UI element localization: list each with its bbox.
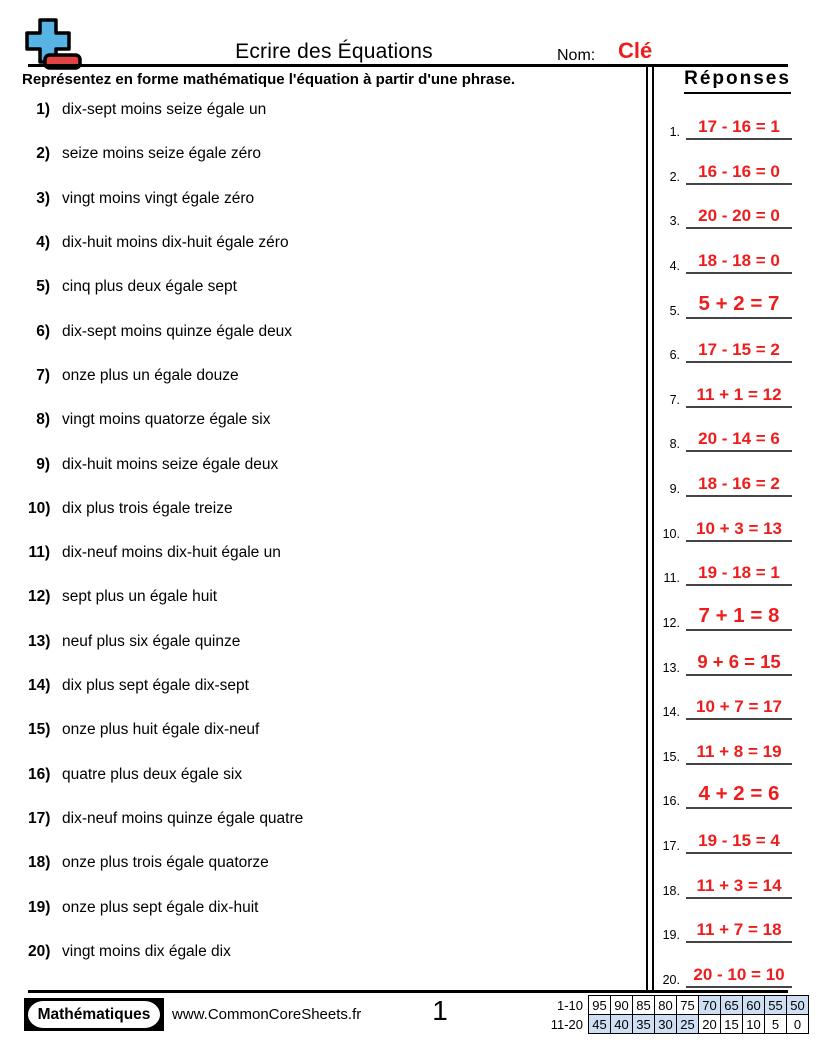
problem-number: 16): [28, 765, 51, 783]
grade-cell: 0: [787, 1015, 809, 1034]
answer-equation: 10 + 3 = 13: [695, 518, 783, 538]
problem-row: [28, 676, 628, 696]
problem-row: [28, 942, 628, 962]
answer-row: [652, 246, 794, 274]
problem-row: [28, 853, 628, 873]
brand-badge: [24, 998, 164, 1031]
answer-blank-line: [686, 763, 792, 765]
problem-text: vingt moins quatorze égale six: [62, 411, 271, 429]
answer-number: 12.: [662, 615, 680, 630]
problem-number: 14): [28, 677, 51, 695]
answer-equation: 16 - 16 = 0: [698, 161, 780, 181]
answer-number: 2.: [669, 169, 680, 184]
problem-row: [28, 144, 628, 164]
answer-row: [652, 157, 794, 185]
grade-cell: 45: [589, 1015, 611, 1034]
answer-blank-line: [686, 138, 792, 140]
problem-row: [28, 809, 628, 829]
answer-row: [652, 603, 794, 631]
grading-row-1-10: [535, 996, 809, 1015]
problem-text: dix plus trois égale treize: [62, 499, 233, 517]
answer-blank-line: [686, 406, 792, 408]
answer-number: 10.: [662, 526, 680, 541]
grade-cell: 5: [765, 1015, 787, 1034]
problem-number: 11): [28, 544, 50, 562]
grade-cell: 95: [589, 996, 611, 1015]
answer-number: 7.: [669, 392, 680, 407]
problem-text: sept plus un égale huit: [62, 588, 218, 606]
answer-number: 19.: [662, 928, 680, 943]
problem-row: [28, 410, 628, 430]
problem-row: [28, 322, 628, 342]
footer-rule: [28, 990, 788, 993]
answer-row: [652, 424, 794, 452]
problem-number: 17): [28, 810, 51, 827]
problems-list: [28, 100, 628, 962]
problem-number: 6): [36, 322, 50, 340]
grade-cell: 35: [633, 1015, 655, 1034]
answer-blank-line: [686, 317, 792, 319]
problem-number: 9): [36, 455, 50, 473]
problem-text: dix plus sept égale dix-sept: [62, 677, 249, 695]
answer-equation: 19 - 15 = 4: [698, 831, 780, 850]
answer-blank-line: [686, 674, 792, 676]
answer-blank-line: [686, 450, 792, 452]
answer-number: 14.: [662, 705, 680, 720]
answer-equation: 9 + 6 = 15: [697, 650, 781, 672]
answer-equation: 11 + 7 = 18: [696, 920, 782, 940]
problem-text: dix-neuf moins dix-huit égale un: [62, 544, 281, 562]
answer-number: 17.: [662, 839, 680, 853]
problem-row: [28, 366, 628, 386]
problem-text: dix-neuf moins quinze égale quatre: [62, 810, 304, 827]
answer-blank-line: [686, 941, 792, 943]
answer-number: 1.: [669, 125, 680, 139]
problem-number: 15): [28, 721, 51, 739]
problem-text: vingt moins dix égale dix: [62, 942, 231, 960]
answer-row: [652, 648, 794, 676]
answer-blank-line: [686, 495, 792, 497]
grade-cell: 40: [611, 1015, 633, 1034]
brand-label: Mathématiques: [37, 1005, 151, 1023]
problem-row: [28, 765, 628, 785]
problem-row: [28, 587, 628, 607]
answer-blank-line: [686, 897, 792, 899]
answer-blank-line: [686, 227, 792, 229]
answer-equation: 4 + 2 = 6: [698, 782, 780, 806]
answer-blank-line: [686, 361, 792, 363]
grade-cell: 85: [633, 996, 655, 1015]
problem-row: [28, 189, 628, 209]
answer-row: [652, 960, 794, 988]
problem-number: 1): [36, 101, 50, 118]
instruction-text: Représentez en forme mathématique l'équation à partir d'une phrase.: [22, 71, 516, 88]
problem-number: 12): [28, 588, 51, 606]
grading-row-11-20: [535, 1015, 809, 1034]
problem-text: dix-sept moins seize égale un: [62, 101, 267, 118]
grade-cell: 60: [743, 996, 765, 1015]
answer-equation: 20 - 20 = 0: [698, 206, 780, 226]
problem-text: onze plus huit égale dix-neuf: [62, 721, 260, 739]
problem-text: vingt moins vingt égale zéro: [62, 189, 255, 207]
problem-text: neuf plus six égale quinze: [62, 632, 241, 650]
answer-row: [652, 380, 794, 408]
answer-equation: 18 - 18 = 0: [698, 250, 780, 270]
problem-number: 2): [36, 145, 50, 163]
grade-cell: 20: [699, 1015, 721, 1034]
problem-text: onze plus un égale douze: [62, 366, 239, 384]
answer-blank-line: [686, 986, 792, 988]
page-title: Ecrire des Équations: [235, 40, 433, 63]
answers-header: Réponses: [680, 68, 795, 94]
problem-number: 3): [36, 189, 50, 207]
problem-row: [28, 898, 628, 918]
problem-number: 18): [28, 854, 51, 872]
answer-equation: 19 - 18 = 1: [698, 563, 780, 583]
problem-text: dix-huit moins seize égale deux: [62, 455, 279, 473]
problem-number: 20): [28, 942, 51, 960]
answer-blank-line: [686, 629, 792, 631]
answer-number: 16.: [662, 794, 680, 809]
answer-row: [652, 291, 794, 319]
answer-number: 11.: [663, 571, 680, 586]
problem-text: onze plus trois égale quatorze: [62, 854, 269, 872]
answer-equation: 20 - 14 = 6: [698, 429, 780, 449]
answer-equation: 5 + 2 = 7: [698, 291, 780, 315]
answer-equation: 17 - 16 = 1: [698, 117, 780, 136]
answer-row: [652, 514, 794, 542]
answer-number: 9.: [669, 482, 680, 496]
answer-number: 13.: [662, 660, 680, 675]
answer-equation: 11 + 3 = 14: [696, 875, 782, 895]
problem-text: cinq plus deux égale sept: [62, 278, 237, 296]
answer-equation: 20 - 10 = 10: [693, 964, 785, 984]
problem-number: 19): [28, 898, 51, 916]
grade-cell: 80: [655, 996, 677, 1015]
answer-number: 8.: [669, 437, 680, 452]
problem-number: 13): [28, 632, 51, 650]
problem-number: 5): [36, 278, 50, 296]
problem-row: [28, 720, 628, 740]
answer-row: [652, 112, 794, 140]
answer-equation: 7 + 1 = 8: [698, 603, 780, 627]
answer-equation: 11 + 8 = 19: [696, 741, 782, 761]
answer-number: 5.: [669, 303, 680, 318]
problem-row: [28, 632, 628, 652]
problem-number: 4): [36, 233, 50, 251]
answer-blank-line: [686, 718, 792, 720]
grade-cell: 50: [787, 996, 809, 1015]
problem-text: quatre plus deux égale six: [62, 765, 243, 783]
answer-number: 4.: [669, 258, 680, 273]
grading-row-label: 11-20: [550, 1016, 583, 1032]
answer-blank-line: [686, 852, 792, 854]
answer-blank-line: [686, 584, 792, 586]
answer-blank-line: [686, 272, 792, 274]
answer-row: [652, 915, 794, 943]
brand-oval: [28, 1001, 160, 1028]
answer-row: [652, 737, 794, 765]
problem-row: [28, 277, 628, 297]
problem-text: dix-huit moins dix-huit égale zéro: [62, 233, 289, 251]
grading-table: [535, 995, 809, 1034]
answer-blank-line: [686, 807, 792, 809]
problem-text: seize moins seize égale zéro: [62, 145, 262, 163]
answer-row: [652, 826, 794, 854]
answer-row: [652, 201, 794, 229]
answer-equation: 11 + 1 = 12: [696, 384, 782, 404]
page-number: 1: [432, 995, 448, 1026]
answers-list: [652, 112, 794, 988]
header-rule: [28, 64, 788, 67]
answer-number: 15.: [662, 749, 680, 764]
answer-number: 20.: [662, 972, 680, 987]
problem-row: [28, 455, 628, 475]
answer-number: 3.: [669, 214, 680, 229]
problem-number: 10): [28, 499, 51, 517]
problem-text: dix-sept moins quinze égale deux: [62, 322, 293, 340]
grade-cell: 75: [677, 996, 699, 1015]
problem-number: 7): [36, 366, 50, 384]
answer-row: [652, 692, 794, 720]
site-url: www.CommonCoreSheets.fr: [172, 1006, 362, 1023]
problem-row: [28, 499, 628, 519]
answer-number: 18.: [662, 883, 680, 898]
answer-equation: 10 + 7 = 17: [695, 697, 783, 717]
answer-row: [652, 335, 794, 363]
grade-cell: 55: [765, 996, 787, 1015]
name-value-key: Clé: [618, 38, 653, 63]
answer-blank-line: [686, 183, 792, 185]
grade-cell: 25: [677, 1015, 699, 1034]
grade-cell: 15: [721, 1015, 743, 1034]
problem-row: [28, 100, 628, 120]
answer-row: [652, 781, 794, 809]
grade-cell: 65: [721, 996, 743, 1015]
name-label: Nom:: [557, 47, 596, 64]
answer-blank-line: [686, 540, 792, 542]
answer-row: [652, 469, 794, 497]
problem-row: [28, 543, 628, 563]
grade-cell: 10: [743, 1015, 765, 1034]
grade-cell: 90: [611, 996, 633, 1015]
problem-text: onze plus sept égale dix-huit: [62, 898, 259, 916]
answer-row: [652, 558, 794, 586]
answer-row: [652, 871, 794, 899]
answer-number: 6.: [669, 348, 680, 363]
grade-cell: 70: [699, 996, 721, 1015]
grade-cell: 30: [655, 1015, 677, 1034]
grading-row-label: 1-10: [556, 997, 583, 1013]
problem-row: [28, 233, 628, 253]
answer-equation: 17 - 15 = 2: [698, 340, 780, 360]
answer-equation: 18 - 16 = 2: [698, 474, 780, 493]
problem-number: 8): [36, 411, 50, 429]
